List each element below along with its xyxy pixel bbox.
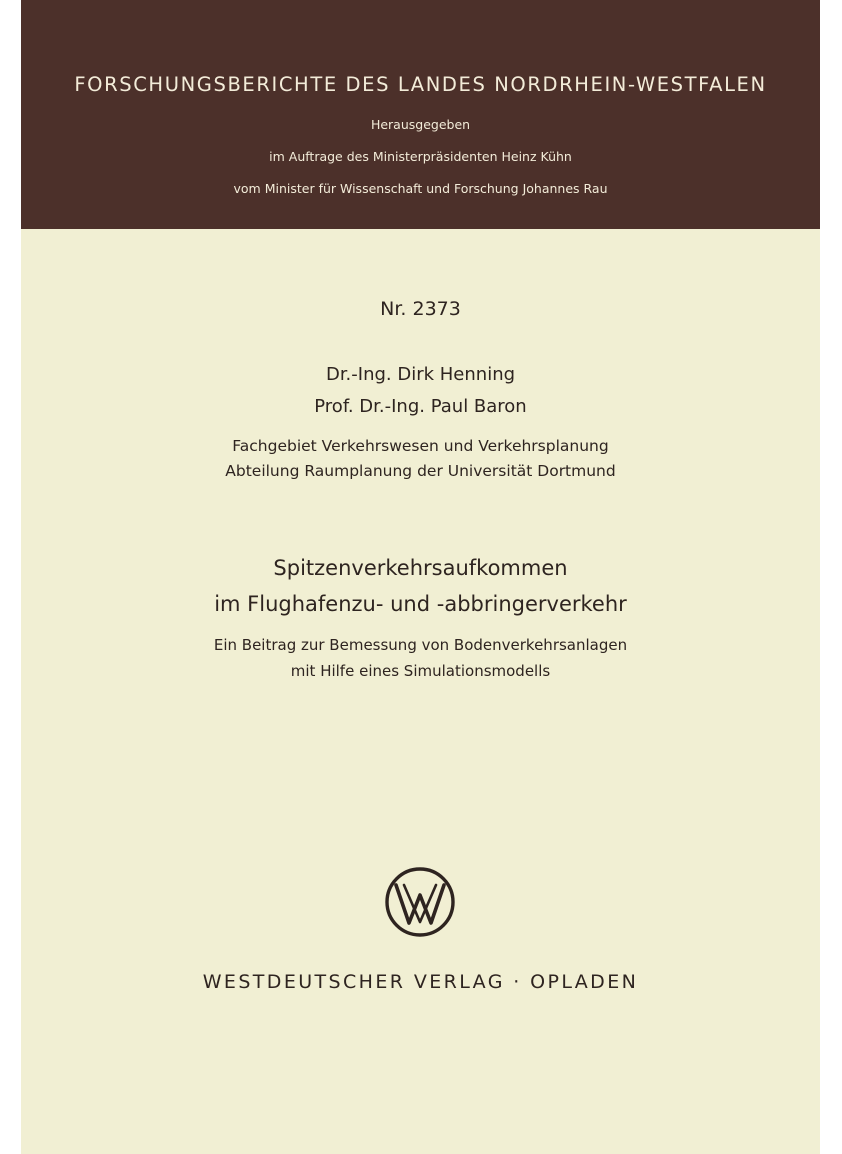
affiliation-line-1: Fachgebiet Verkehrswesen und Verkehrsplanung	[232, 437, 609, 455]
title-line-2: im Flughafenzu- und -abbringerverkehr	[214, 592, 627, 616]
editor-line-herausgegeben: Herausgegeben	[370, 117, 471, 132]
author-1: Dr.-Ing. Dirk Henning	[325, 364, 516, 385]
author-2: Prof. Dr.-Ing. Paul Baron	[314, 396, 527, 417]
report-number: Nr. 2373	[380, 298, 461, 320]
series-title: FORSCHUNGSBERICHTE DES LANDES NORDRHEIN-WESTFALEN	[74, 73, 767, 96]
editor-line-ministerpraesident: im Auftrage des Ministerpräsidenten Heinz Kühn	[269, 149, 572, 164]
subtitle-line-2: mit Hilfe eines Simulationsmodells	[290, 662, 551, 680]
series-header-band	[21, 0, 820, 229]
book-cover	[21, 0, 820, 1154]
title-line-1: Spitzenverkehrsaufkommen	[273, 556, 568, 580]
affiliation-line-2: Abteilung Raumplanung der Universität Dortmund	[225, 462, 616, 480]
wv-publisher-logo-icon	[384, 866, 456, 938]
subtitle-line-1: Ein Beitrag zur Bemessung von Bodenverkehrsanlagen	[213, 636, 628, 654]
editor-line-minister: vom Minister für Wissenschaft und Forschung Johannes Rau	[233, 181, 608, 196]
publisher-name: WESTDEUTSCHER VERLAG · OPLADEN	[202, 971, 639, 993]
